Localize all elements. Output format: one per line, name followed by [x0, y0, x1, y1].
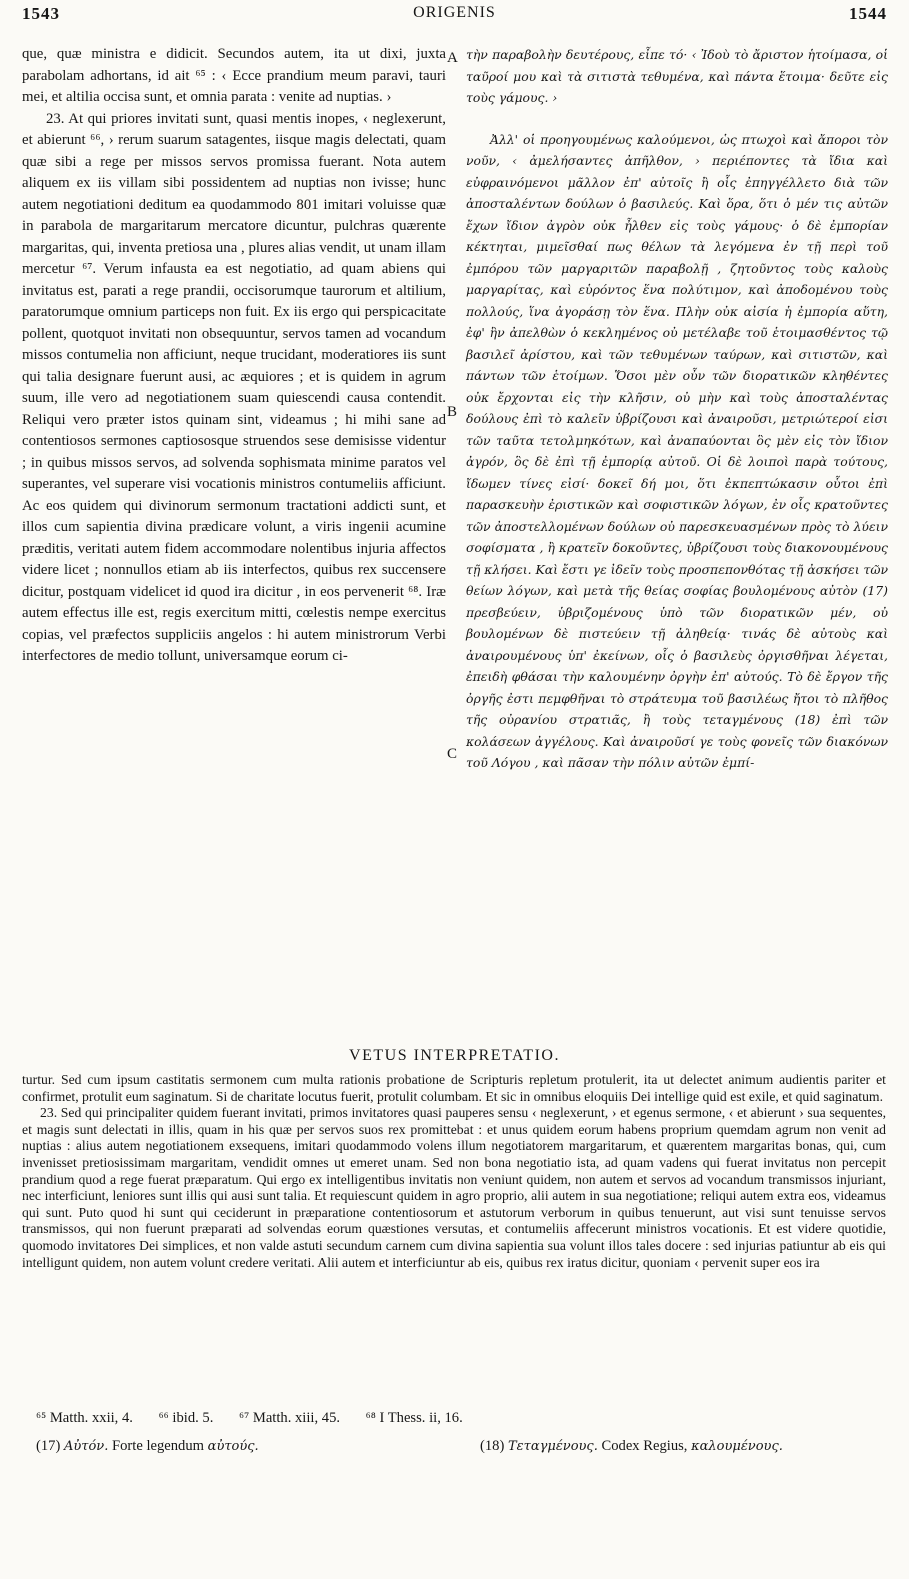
footnote-greek: αὐτούς.	[207, 1439, 259, 1454]
running-title: ORIGENIS	[413, 4, 496, 21]
margin-marker-c: C	[447, 746, 458, 762]
footnote-lemma: Αὐτόν.	[63, 1439, 109, 1454]
footnote-18	[480, 1438, 783, 1455]
latin-column	[22, 44, 446, 668]
footnote-ref: ⁶⁸ I Thess. ii, 16.	[365, 1410, 463, 1426]
vetus-paragraph: 23. Sed qui principaliter quidem fuerant invitati, primos invitatores quasi pauperes sensu ‹ neglexerunt, › et egenus sermone, ‹ et abierunt › sua sequentes, et magis sunt delectati in illis, quam in his quæ per servos suos rex promittebat : et unus quidem eorum habens proprium quemdam agrum non venit ad nuptias : alius autem negotiationem exsequens, imitari quodammodo volens illum negotiatorem margaritarum, et quærentem margaritas bonas, qui, cum invenisset pretiosissimam margaritam, vendidit omnes ut emeret unam. Sed non bona negotiatio ista, ad quam vadens qui fuerat invitatus non percepit prandium quod a rege fuerat præparatum. Qui ergo ex intelligentibus invitatis non veniunt quidem, non autem et servos ad vocandum transmissos injuriant, nec interficiunt, leniores sunt illis qui ausi sunt talia. Et requiescunt quidem in agro proprio, alii autem in sua negotiatione; reliqui autem extra eos, videamus qui sunt. Puto quod hi sunt qui ceciderunt in præparatione contentiosorum et astutorum verborum in quibus tenuerunt, aut visi sunt tenuisse servos transmissos, qui non fuerunt præparati ad solvendas eorum quæstiones versutas, et contumeliis affecerunt ministros vocationis. Et est videre quotidie, quomodo invitatores Dei simplices, et non valde astuti secundum carnem cum divina sapientia sua volunt illos tales docere : sed injurias patiuntur ab eis qui intelligunt quidem, non autem volunt credere veritati. Alii autem et interficiuntur ab eis, quibus rex iratus dicitur, quoniam ‹ pervenit super eos ira	[22, 1105, 886, 1270]
greek-paragraph: Ἀλλ' οἱ προηγουμένως καλούμενοι, ὡς πτωχοὶ καὶ ἄποροι τὸν νοῦν, ‹ ἀμελήσαντες ἀπῆλθον, › περιέποντες τὰ ἴδια καὶ εὐφραινόμενοι μᾶλλον ἐπ' αὐτοῖς ἢ οἷς ἐπηγγέλλετο διὰ τῶν ἀποσταλέντων δούλων ὁ βασιλεύς. Καὶ ὅρα, ὅτι ὁ μέν τις αὐτῶν ἔχων ἴδιον ἀγρὸν οὐκ ἦλθεν εἰς τοὺς γάμους· ὁ δὲ ἐμπορίαν κέκτηται, μιμεῖσθαί πως θέλων τὰ λεγόμενα ἐν τῇ περὶ τοῦ ἐμπόρου τῶν μαργαριτῶν παραβολῇ , ζητοῦντος τοὺς καλοὺς μαργαρίτας, καὶ εὑρόντος ἕνα πολύτιμον, καὶ ἀποδομένου τοὺς πολλούς, ἵνα ἀγοράσῃ τὸν ἕνα. Πλὴν οὐκ αἰσία ἡ ἐμπορία αὕτη, ἐφ' ἣν ἀπελθὼν ὁ κεκλημένος οὐ μετέλαβε τοῦ ἑτοιμασθέντος τῷ βασιλεῖ ἀρίστου, καὶ τῶν τεθυμένων ταύρων, καὶ σιτιστῶν, καὶ πάντων τῶν ἑτοίμων. Ὅσοι μὲν οὖν τῶν διορατικῶν κληθέντες οὐκ ἔρχονται εἰς τὴν κλῆσιν, οὐ μὴν καὶ τοὺς ἀποσταλέντας δούλους ἐπὶ τὸ καλεῖν ὑβρίζουσι καὶ ἀναιροῦσι, μετριώτεροί εἰσι τῶν ταῦτα τετολμηκότων, καὶ ἀναπαύονται ὃς μὲν εἰς τὸν ἴδιον ἀγρόν, ὃς δὲ ἐπὶ τῇ ἐμπορίᾳ αὐτοῦ. Οἱ δὲ λοιποὶ παρὰ τούτους, ἴδωμεν τίνες εἰσί· δοκεῖ δή μοι, ὅτι ἐκπεπτώκασιν οὗτοι ἐπὶ παρασκευὴν ἐριστικῶν καὶ σοφιστικῶν λόγων, ἐν οἷς κρατοῦντες τῶν ἀποστελλομένων δούλων οὐ παρεσκευασμένων πρὸς τὸ λύειν σοφίσματα , ἢ κρατεῖν δοκοῦντες, ὑβρίζουσι τοὺς διακονουμένους τῇ κλήσει. Καὶ ἔστι γε ἰδεῖν τοὺς προσπεπονθότας τῇ ἀσκήσει τῶν θείων λόγων, καὶ μετὰ τῆς θείας σοφίας βουλομένους αὐτὸν (17) πρεσβεύειν, ὑβριζομένους ὑπὸ τῶν διορατικῶν μέν, οὐ βουλομένων δὲ πιστεύειν τῇ ἀληθείᾳ· τινάς δὲ αὐτοὺς καὶ ἀναιρουμένους ὑπ' ἐκείνων, οἷς ὁ βασιλεὺς ὀργισθῆναι λέγεται, ἐπειδὴ φθάσαι τὴν καλουμένην ὀργὴν ἐπ' αὐτούς. Τὸ δὲ ἔργον τῆς ὀργῆς ἐστι πεμφθῆναι τὸ στράτευμα τοῦ βασιλέως ἤτοι τὸ πλῆθος τῆς οὐρανίου στρατιᾶς, ἢ τοὺς τεταγμένους (18) ἐπὶ τῶν κολάσεων ἀγγέλους. Καὶ ἀναιροῦσί γε τοὺς φονεῖς τῶν διακόνων τοῦ Λόγου , καὶ πᾶσαν τὴν πόλιν αὐτῶν ἐμπί-	[466, 131, 888, 770]
vetus-paragraph: turtur. Sed cum ipsum castitatis sermonem cum multa rationis probatione de Scripturis repletum protulerit, ita ut delectet animum audientis pariter et confirmet, protulit eum saginatum. Si de charitate locutus fuerit, protulit columbam. Et sic in omnibus eloquiis Dei intellige quid est exile, et quid saginatum.	[22, 1072, 886, 1104]
left-page-number: 1543	[22, 4, 60, 23]
footnote-ref: ⁶⁷ Matth. xiii, 45.	[239, 1410, 341, 1426]
latin-paragraph: que, quæ ministra e didicit. Secundos autem, ita ut dixi, juxta parabolam adhortans, id ait ⁶⁵ : ‹ Ecce prandium meum paravi, tauri mei, et altilia occisa sunt, et omnia parata : venite ad nuptias. ›	[22, 46, 446, 105]
section-title: VETUS INTERPRETATIO.	[349, 1047, 560, 1064]
right-page-number: 1544	[849, 4, 887, 23]
footnote-ref: ⁶⁵ Matth. xxii, 4.	[36, 1410, 133, 1426]
footnote-number: (17)	[36, 1438, 61, 1454]
greek-column	[466, 44, 888, 774]
greek-paragraph: τὴν παραβολὴν δευτέρους, εἶπε τό· ‹ Ἰδοὺ τὸ ἄριστον ἡτοίμασα, οἱ ταῦροί μου καὶ τὰ σιτιστὰ τεθυμένα, καὶ πάντα ἕτοιμα· δεῦτε εἰς τοὺς γάμους. ›	[466, 47, 888, 105]
footnote-ref: ⁶⁶ ibid. 5.	[158, 1410, 214, 1426]
scripture-footnotes	[36, 1410, 485, 1427]
vetus-interpretatio-text	[22, 1072, 886, 1271]
footnote-number: (18)	[480, 1438, 505, 1454]
footnote-lemma: Τεταγμένους.	[507, 1439, 598, 1454]
footnote-17	[36, 1438, 259, 1455]
margin-marker-b: B	[447, 404, 458, 420]
latin-paragraph: 23. At qui priores invitati sunt, quasi mentis inopes, ‹ neglexerunt, et abierunt ⁶⁶, › rerum suarum satagentes, iisque magis delectati, quam quæ sibi a rege per missos servos promissa fuerant. Nota autem aliquem ex iis villam sibi possidentem ad nuptias non ivisse; hunc autem negotiationi deditum ea quodammodo 801 imitari voluisse quæ in parabola de margaritarum mercatore dicuntur, pulchras quærente margaritas, qui, inventa pretiosa una , plures alias vendit, ut unam illam mercetur ⁶⁷. Verum infausta ea est negotiatio, ad quam abiens qui invitatus est, parati a rege prandii, occisorumque taurorum et altilium, paratorumque omnium particeps non fuit. Ex iis ergo qui perspicacitate pollent, quotquot invitati non obsequuntur, servos tamen ad vocandum missos contumelia non afficiunt, neque trucidant, moderatiores iis sunt qui talia designare fuerunt ausi, ac æquiores ; et is quidem in agrum suum, ille vero ad negotiationem suam quiescendi causa contendit. Reliqui vero præter istos quinam sint, videamus ; hi mihi sane ad contentiosos sermones captiososque struendos sese demisisse videntur ; in quibus missos servos, ad solvenda sophismata minime paratos vel superantes, vel superare visi vocationis ministros contumeliis afficiunt. Ac eos quidem qui divinorum sermonum tractationi addicti sunt, et illos cum sapientia divina prædicare volunt, a viris ingenii acumine præditis, veritati autem fidem accommodare nolentibus injuria affectos videre licet ; nonnullos etiam ab iis interfectos, quibus rex succensere dicitur, postquam videlicet id quod ira dicitur , in eos pervenerit ⁶⁸. Iræ autem effectus ille est, regis exercitum mitti, cœlestis nempe exercitus copias, vel præfectos suppliciis angelos : hi autem ministrorum Verbi interfectores de medio tollunt, universamque eorum ci-	[22, 110, 446, 664]
margin-marker-a: A	[447, 50, 458, 66]
footnote-greek: καλουμένους.	[691, 1439, 783, 1454]
page-header	[22, 4, 887, 30]
footnote-text: Codex Regius,	[601, 1438, 688, 1454]
footnote-text: Forte legendum	[112, 1438, 205, 1454]
